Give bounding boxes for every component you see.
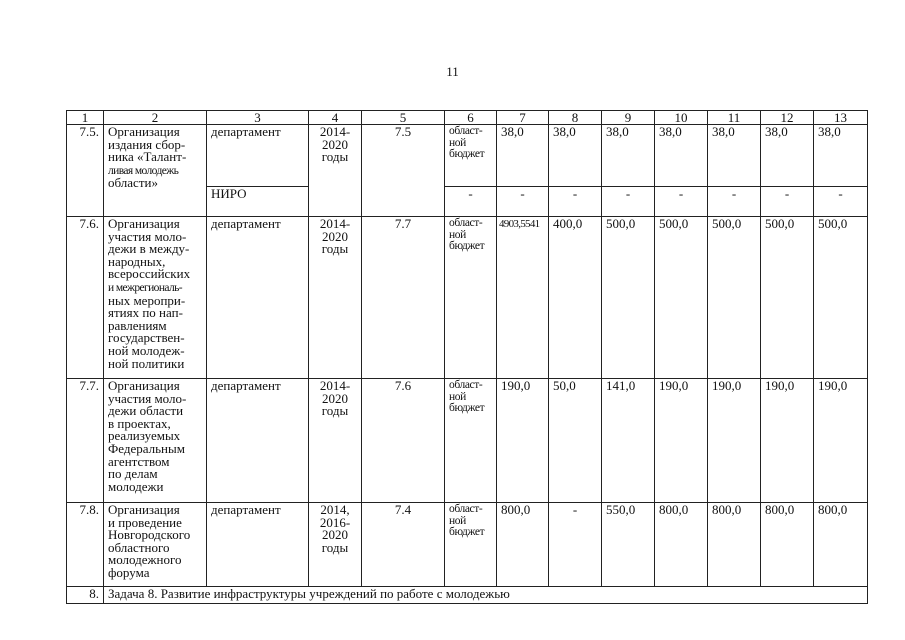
header-cell: 12 bbox=[761, 111, 814, 125]
activity-name-line: форума bbox=[108, 564, 150, 580]
activity-name-line: ливая молодежь bbox=[108, 164, 179, 177]
activity-name-line: и проведение bbox=[108, 514, 182, 530]
value-cell: - bbox=[445, 187, 497, 217]
period-cell bbox=[309, 217, 362, 379]
row-number: 7.7. bbox=[67, 379, 104, 503]
period-cell-line: годы bbox=[321, 403, 349, 419]
header-cell: 11 bbox=[708, 111, 761, 125]
task-row bbox=[67, 587, 868, 604]
period-cell-line: 2020 bbox=[322, 228, 348, 244]
period-cell-line: годы bbox=[321, 149, 349, 165]
period-cell-line: 2020 bbox=[322, 136, 348, 152]
period-cell-line: 2016- bbox=[319, 514, 351, 530]
source-cell-line: област- bbox=[449, 217, 483, 229]
table-row bbox=[67, 379, 868, 503]
period-cell-line: 2014- bbox=[319, 124, 351, 139]
activity-name-line: дежи в между- bbox=[108, 241, 190, 257]
value-cell: 400,0 bbox=[549, 217, 602, 379]
activity-name-line: равлениям bbox=[108, 317, 167, 333]
header-cell: 3 bbox=[207, 111, 309, 125]
table-row bbox=[67, 217, 868, 379]
activity-name-line: участия моло- bbox=[108, 228, 187, 244]
period-cell-line: 2020 bbox=[322, 390, 348, 406]
executor-cell: департамент bbox=[207, 503, 309, 587]
activity-name-line: ных меропри- bbox=[108, 292, 186, 308]
period-cell-line: годы bbox=[321, 539, 349, 555]
value-cell: 38,0 bbox=[761, 125, 814, 187]
source-cell-line: ной bbox=[449, 390, 466, 403]
source-cell-line: ной bbox=[449, 136, 466, 149]
activity-name-line: областного bbox=[108, 539, 170, 555]
header-cell: 2 bbox=[104, 111, 207, 125]
source-cell-line: ной bbox=[449, 228, 466, 241]
value-cell: 500,0 bbox=[761, 217, 814, 379]
row-number: 7.6. bbox=[67, 217, 104, 379]
value-cell: - bbox=[549, 503, 602, 587]
header-cell: 1 bbox=[67, 111, 104, 125]
executor-cell: департамент bbox=[207, 379, 309, 503]
source-cell-line: област- bbox=[449, 503, 483, 515]
value-cell: 500,0 bbox=[708, 217, 761, 379]
header-cell: 10 bbox=[655, 111, 708, 125]
period-cell bbox=[309, 379, 362, 503]
activity-name-line: издания сбор- bbox=[108, 136, 186, 152]
activity-name-line: участия моло- bbox=[108, 390, 187, 406]
value-cell: 190,0 bbox=[497, 379, 549, 503]
value-cell: 38,0 bbox=[497, 125, 549, 187]
task-number: 8. bbox=[67, 587, 104, 604]
period-cell-line: годы bbox=[321, 241, 349, 257]
executor-cell: департамент bbox=[207, 217, 309, 379]
activity-name-line: ника «Талант- bbox=[108, 149, 187, 165]
activity-name-line: народных, bbox=[108, 253, 166, 269]
header-cell: 9 bbox=[602, 111, 655, 125]
value-cell: - bbox=[708, 187, 761, 217]
value-cell: 190,0 bbox=[655, 379, 708, 503]
value-cell: 800,0 bbox=[814, 503, 868, 587]
page-number: 11 bbox=[446, 64, 459, 79]
value-cell: 800,0 bbox=[761, 503, 814, 587]
activity-name-line: молодежи bbox=[108, 478, 164, 494]
value-cell: 800,0 bbox=[497, 503, 549, 587]
value-cell: 38,0 bbox=[602, 125, 655, 187]
activity-name-line: Новгородского bbox=[108, 527, 191, 543]
activity-name-line: Федеральным bbox=[108, 440, 185, 456]
value-cell: 190,0 bbox=[761, 379, 814, 503]
header-cell: 13 bbox=[814, 111, 868, 125]
period-cell-line: 2014- bbox=[319, 216, 351, 231]
value-cell: - bbox=[655, 187, 708, 217]
target-cell: 7.5 bbox=[362, 125, 445, 217]
value-cell: 800,0 bbox=[708, 503, 761, 587]
value-cell: 38,0 bbox=[655, 125, 708, 187]
activity-name-line: Организация bbox=[108, 502, 180, 517]
activity-name bbox=[104, 379, 207, 503]
table-row bbox=[67, 503, 868, 587]
header-cell: 8 bbox=[549, 111, 602, 125]
activity-name-line: реализуемых bbox=[108, 428, 181, 444]
activity-name-line: молодежного bbox=[108, 552, 182, 568]
task-text: Задача 8. Развитие инфраструктуры учреждений по работе с молодежью bbox=[104, 587, 868, 604]
header-cell: 6 bbox=[445, 111, 497, 125]
source-cell bbox=[445, 379, 497, 503]
source-cell bbox=[445, 503, 497, 587]
activity-name-line: и межрегиональ- bbox=[108, 281, 183, 294]
activity-name-line: по делам bbox=[108, 466, 158, 482]
value-cell: 500,0 bbox=[655, 217, 708, 379]
value-cell: - bbox=[761, 187, 814, 217]
value-cell: 190,0 bbox=[814, 379, 868, 503]
value-cell: 141,0 bbox=[602, 379, 655, 503]
activity-name-line: Организация bbox=[108, 216, 180, 231]
value-cell: 550,0 bbox=[602, 503, 655, 587]
source-cell bbox=[445, 217, 497, 379]
activity-name-line: в проектах, bbox=[108, 415, 171, 431]
value-cell: 500,0 bbox=[602, 217, 655, 379]
activity-name-line: ной политики bbox=[108, 355, 185, 371]
period-cell bbox=[309, 125, 362, 217]
row-number: 7.5. bbox=[67, 125, 104, 217]
period-cell-line: 2020 bbox=[322, 527, 348, 543]
header-cell: 7 bbox=[497, 111, 549, 125]
executor-cell: НИРО bbox=[207, 187, 309, 217]
activity-name-line: агентством bbox=[108, 453, 170, 469]
activity-name-line: ятиях по нап- bbox=[108, 305, 183, 321]
activity-name bbox=[104, 217, 207, 379]
executor-cell: департамент bbox=[207, 125, 309, 187]
value-cell: - bbox=[602, 187, 655, 217]
header-cell: 5 bbox=[362, 111, 445, 125]
source-cell-line: бюджет bbox=[449, 402, 485, 414]
period-cell-line: 2014- bbox=[319, 378, 351, 393]
activity-name-line: области» bbox=[108, 175, 158, 191]
table-row bbox=[67, 125, 868, 187]
activity-name-line: государствен- bbox=[108, 330, 185, 346]
activity-name-line: Организация bbox=[108, 378, 180, 393]
activity-name-line: дежи области bbox=[108, 403, 184, 419]
target-cell: 7.7 bbox=[362, 217, 445, 379]
target-cell: 7.4 bbox=[362, 503, 445, 587]
period-cell bbox=[309, 503, 362, 587]
source-cell-line: област- bbox=[449, 379, 483, 391]
budget-table bbox=[66, 110, 868, 604]
source-cell-line: ной bbox=[449, 514, 466, 527]
value-cell: 500,0 bbox=[814, 217, 868, 379]
activity-name bbox=[104, 125, 207, 217]
value-cell: 38,0 bbox=[814, 125, 868, 187]
header-cell: 4 bbox=[309, 111, 362, 125]
value-cell: 800,0 bbox=[655, 503, 708, 587]
value-cell: - bbox=[814, 187, 868, 217]
source-cell-line: област- bbox=[449, 125, 483, 137]
activity-name bbox=[104, 503, 207, 587]
value-cell: 50,0 bbox=[549, 379, 602, 503]
value-cell: 4903,5541 bbox=[497, 217, 549, 379]
value-cell: 38,0 bbox=[708, 125, 761, 187]
value-cell: - bbox=[497, 187, 549, 217]
source-cell-line: бюджет bbox=[449, 526, 485, 538]
value-cell: - bbox=[549, 187, 602, 217]
activity-name-line: всероссийских bbox=[108, 266, 191, 282]
header-row bbox=[67, 111, 868, 125]
source-cell bbox=[445, 125, 497, 187]
row-number: 7.8. bbox=[67, 503, 104, 587]
value-cell: 38,0 bbox=[549, 125, 602, 187]
source-cell-line: бюджет bbox=[449, 148, 485, 160]
value-cell: 190,0 bbox=[708, 379, 761, 503]
source-cell-line: бюджет bbox=[449, 240, 485, 252]
period-cell-line: 2014, bbox=[320, 502, 350, 517]
activity-name-line: ной молодеж- bbox=[108, 342, 185, 358]
target-cell: 7.6 bbox=[362, 379, 445, 503]
activity-name-line: Организация bbox=[108, 124, 180, 139]
